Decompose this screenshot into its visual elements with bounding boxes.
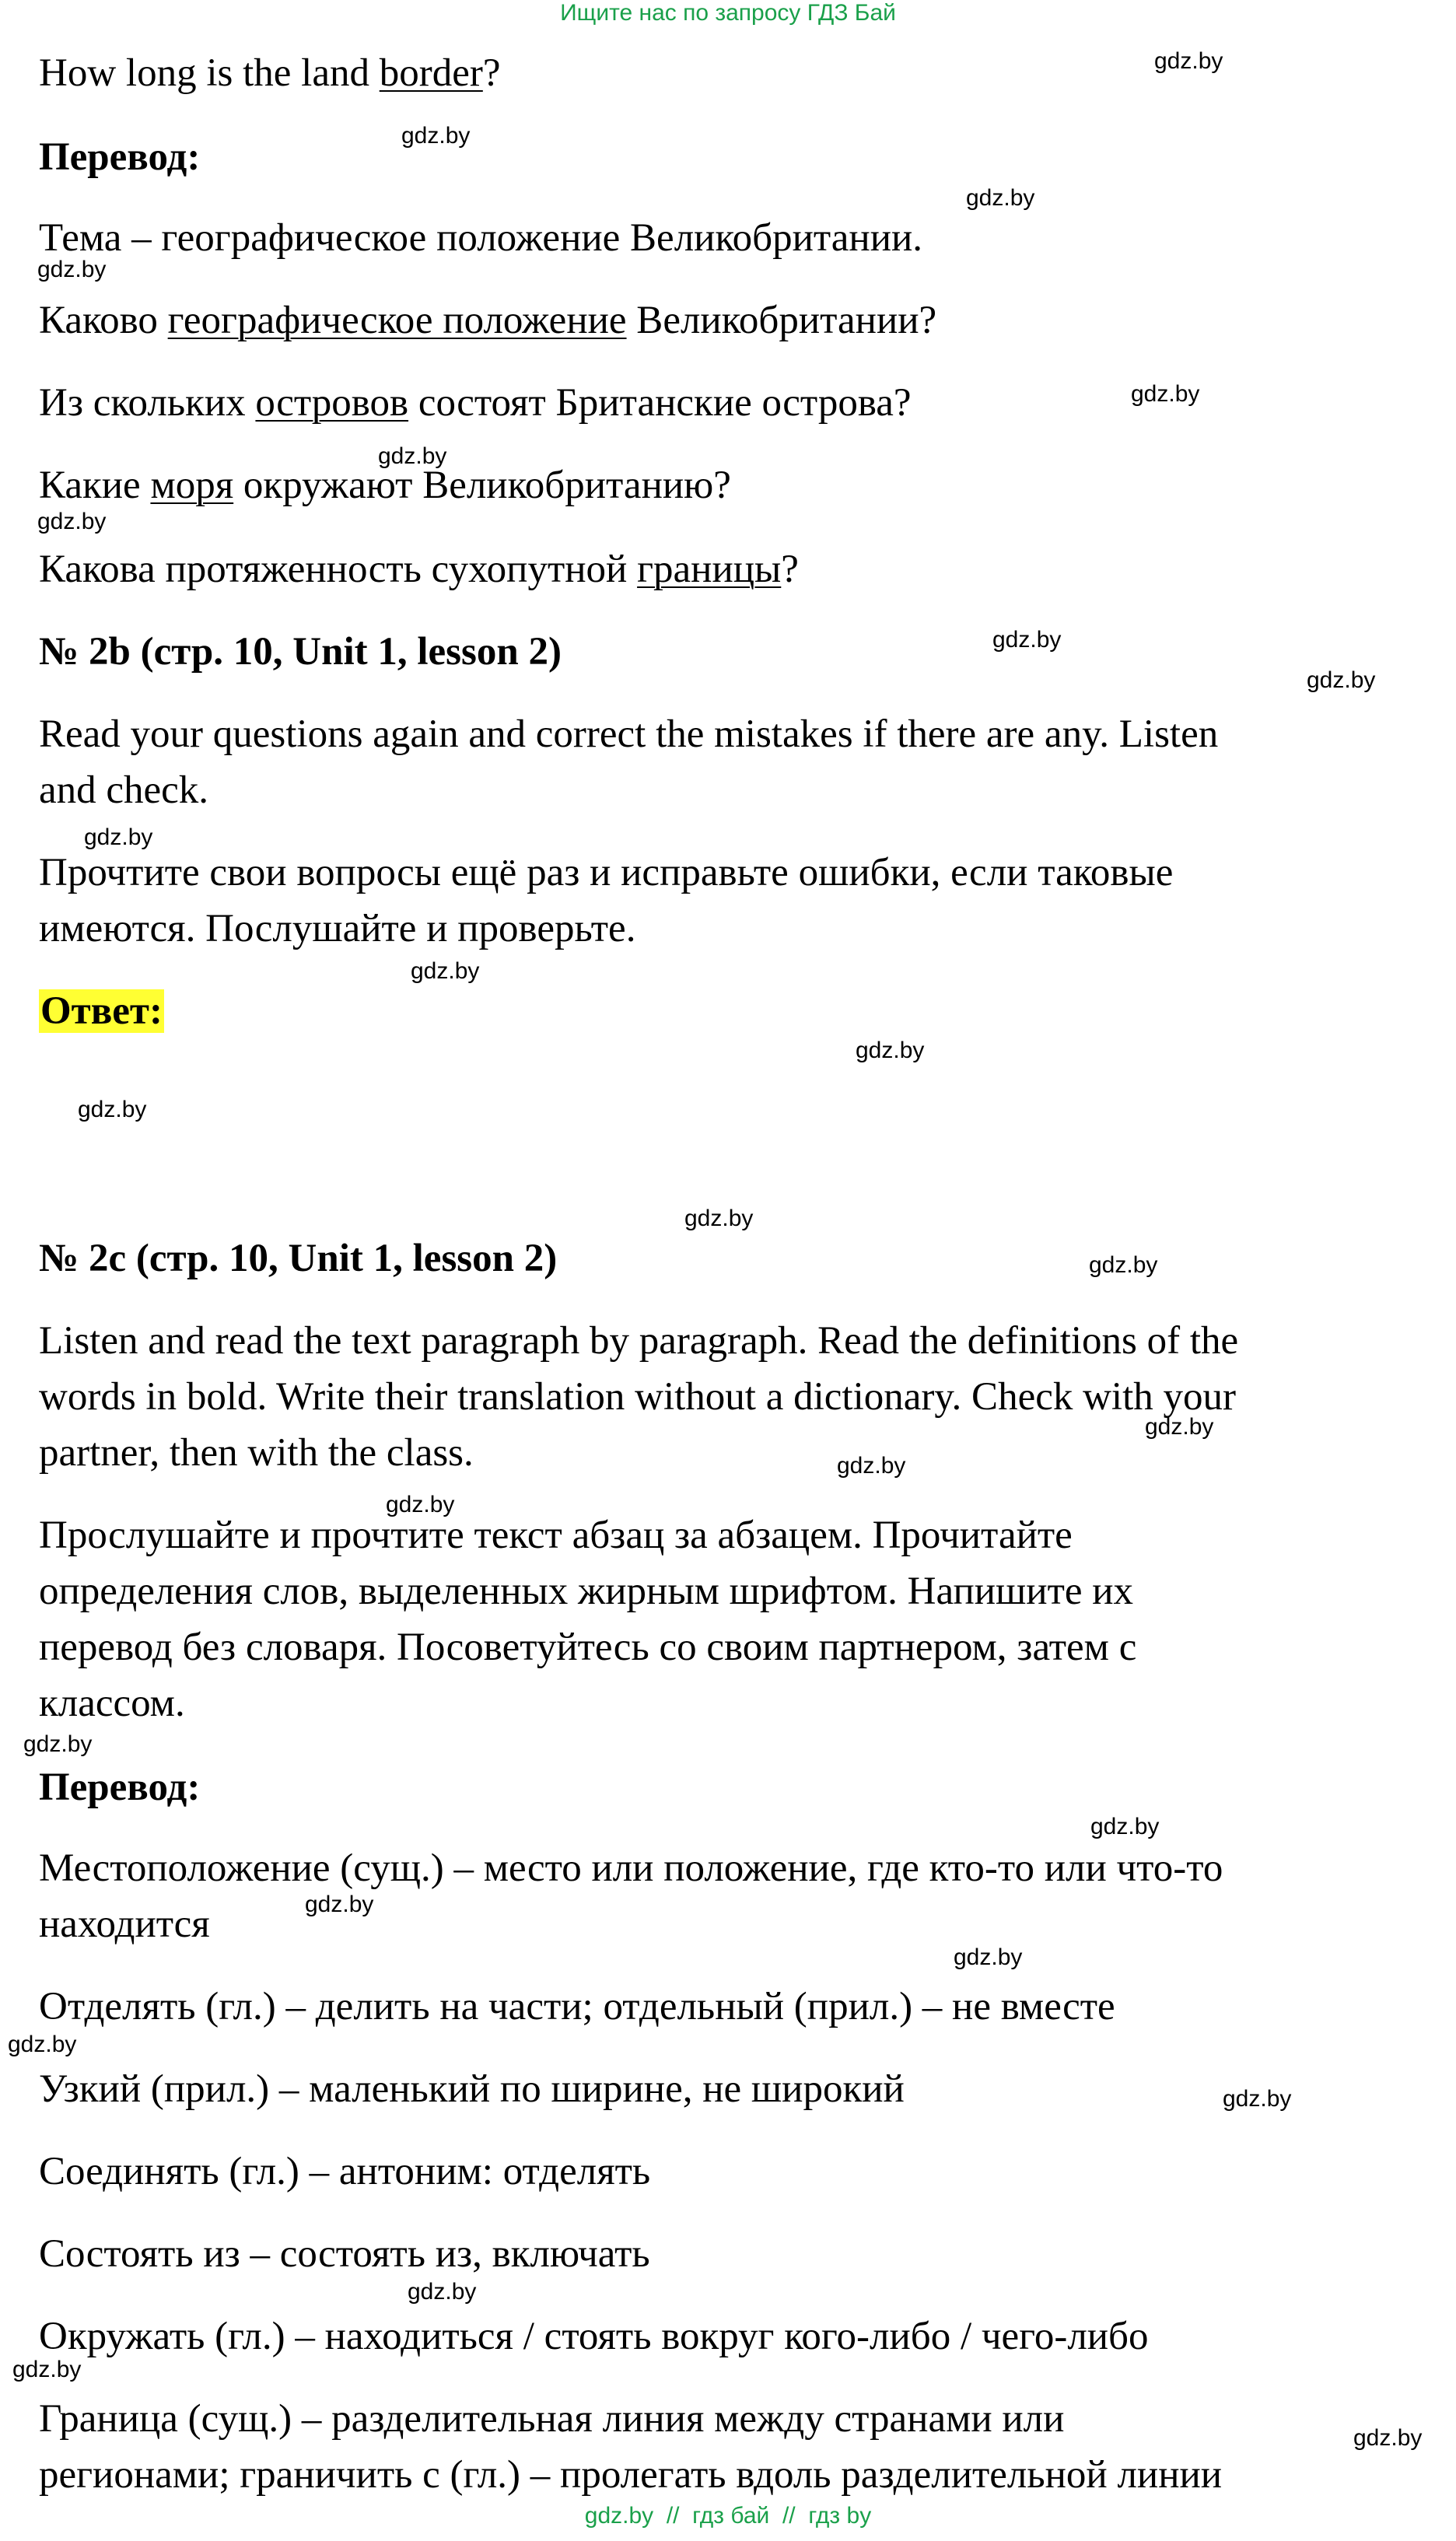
watermark: gdz.by: [1089, 1252, 1158, 1278]
exercise-2c-en-line-2: words in bold. Write their translation without a dictionary. Check with your: [39, 1375, 1236, 1419]
exercise-2c-en-line-3: partner, then with the class.: [39, 1431, 474, 1475]
question-border: How long is the land border?: [39, 51, 501, 95]
watermark: gdz.by: [684, 1206, 754, 1231]
definition-location-line-2: находится: [39, 1902, 210, 1946]
definition-consist-of: Состоять из – состоять из, включать: [39, 2232, 650, 2276]
translation-q3: Какие моря окружают Великобританию?: [39, 464, 731, 507]
watermark: gdz.by: [966, 185, 1035, 211]
footer-links: gdz.by // гдз бай // гдз by: [584, 2503, 872, 2529]
definition-narrow: Узкий (прил.) – маленький по ширине, не широкий: [39, 2067, 905, 2111]
watermark: gdz.by: [408, 2279, 477, 2305]
watermark: gdz.by: [1154, 48, 1223, 74]
watermark: gdz.by: [1353, 2425, 1423, 2451]
exercise-2b-heading: № 2b (стр. 10, Unit 1, lesson 2): [39, 630, 562, 674]
answer-label: Ответ:: [40, 989, 163, 1033]
watermark: gdz.by: [1090, 1814, 1160, 1839]
translation-topic: Тема – географическое положение Великобритании.: [39, 216, 923, 260]
exercise-2c-ru-line-3: перевод без словаря. Посоветуйтесь со своим партнером, затем с: [39, 1626, 1137, 1669]
definition-border-line-1: Граница (сущ.) – разделительная линия между странами или: [39, 2397, 1065, 2441]
perevod-heading-2: Перевод:: [39, 1766, 201, 1809]
watermark: gdz.by: [378, 443, 447, 469]
perevod-heading-1: Перевод:: [39, 135, 201, 179]
exercise-2b-en-line-1: Read your questions again and correct the mistakes if there are any. Listen: [39, 712, 1219, 756]
watermark: gdz.by: [1307, 667, 1376, 693]
watermark: gdz.by: [1131, 381, 1200, 407]
watermark: gdz.by: [37, 257, 107, 282]
watermark: gdz.by: [856, 1038, 925, 1063]
translation-q1: Каково географическое положение Великобритании?: [39, 299, 937, 342]
watermark: gdz.by: [401, 123, 471, 149]
watermark: gdz.by: [837, 1453, 906, 1479]
watermark: gdz.by: [411, 958, 480, 984]
watermark: gdz.by: [1223, 2086, 1292, 2112]
watermark: gdz.by: [305, 1892, 374, 1917]
definition-join: Соединять (гл.) – антоним: отделять: [39, 2150, 651, 2193]
watermark: gdz.by: [37, 509, 107, 534]
exercise-2c-ru-line-1: Прослушайте и прочтите текст абзац за абзацем. Прочитайте: [39, 1514, 1073, 1557]
search-banner: Ищите нас по запросу ГДЗ Бай: [560, 0, 896, 26]
exercise-2c-ru-line-4: классом.: [39, 1682, 185, 1725]
watermark: gdz.by: [386, 1492, 455, 1517]
translation-q2: Из скольких островов состоят Британские острова?: [39, 381, 912, 425]
watermark: gdz.by: [78, 1097, 147, 1122]
watermark: gdz.by: [23, 1731, 93, 1757]
watermark: gdz.by: [8, 2032, 77, 2057]
exercise-2b-ru-line-2: имеются. Послушайте и проверьте.: [39, 907, 636, 950]
definition-surround: Окружать (гл.) – находиться / стоять вокруг кого-либо / чего-либо: [39, 2315, 1149, 2358]
exercise-2b-en-line-2: and check.: [39, 768, 209, 812]
definition-separate: Отделять (гл.) – делить на части; отдельный (прил.) – не вместе: [39, 1985, 1115, 2028]
exercise-2c-en-line-1: Listen and read the text paragraph by paragraph. Read the definitions of the: [39, 1319, 1239, 1363]
translation-q4: Какова протяженность сухопутной границы?: [39, 548, 799, 591]
watermark: gdz.by: [12, 2357, 82, 2382]
watermark: gdz.by: [992, 627, 1062, 653]
definition-location-line-1: Местоположение (сущ.) – место или положение, где кто-то или что-то: [39, 1846, 1223, 1890]
exercise-2c-heading: № 2c (стр. 10, Unit 1, lesson 2): [39, 1237, 558, 1280]
exercise-2b-ru-line-1: Прочтите свои вопросы ещё раз и исправьте ошибки, если таковые: [39, 851, 1174, 894]
watermark: gdz.by: [954, 1944, 1023, 1970]
definition-border-line-2: регионами; граничить с (гл.) – пролегать вдоль разделительной линии: [39, 2453, 1223, 2497]
watermark: gdz.by: [84, 824, 153, 850]
exercise-2c-ru-line-2: определения слов, выделенных жирным шрифтом. Напишите их: [39, 1570, 1134, 1613]
watermark: gdz.by: [1145, 1414, 1214, 1440]
